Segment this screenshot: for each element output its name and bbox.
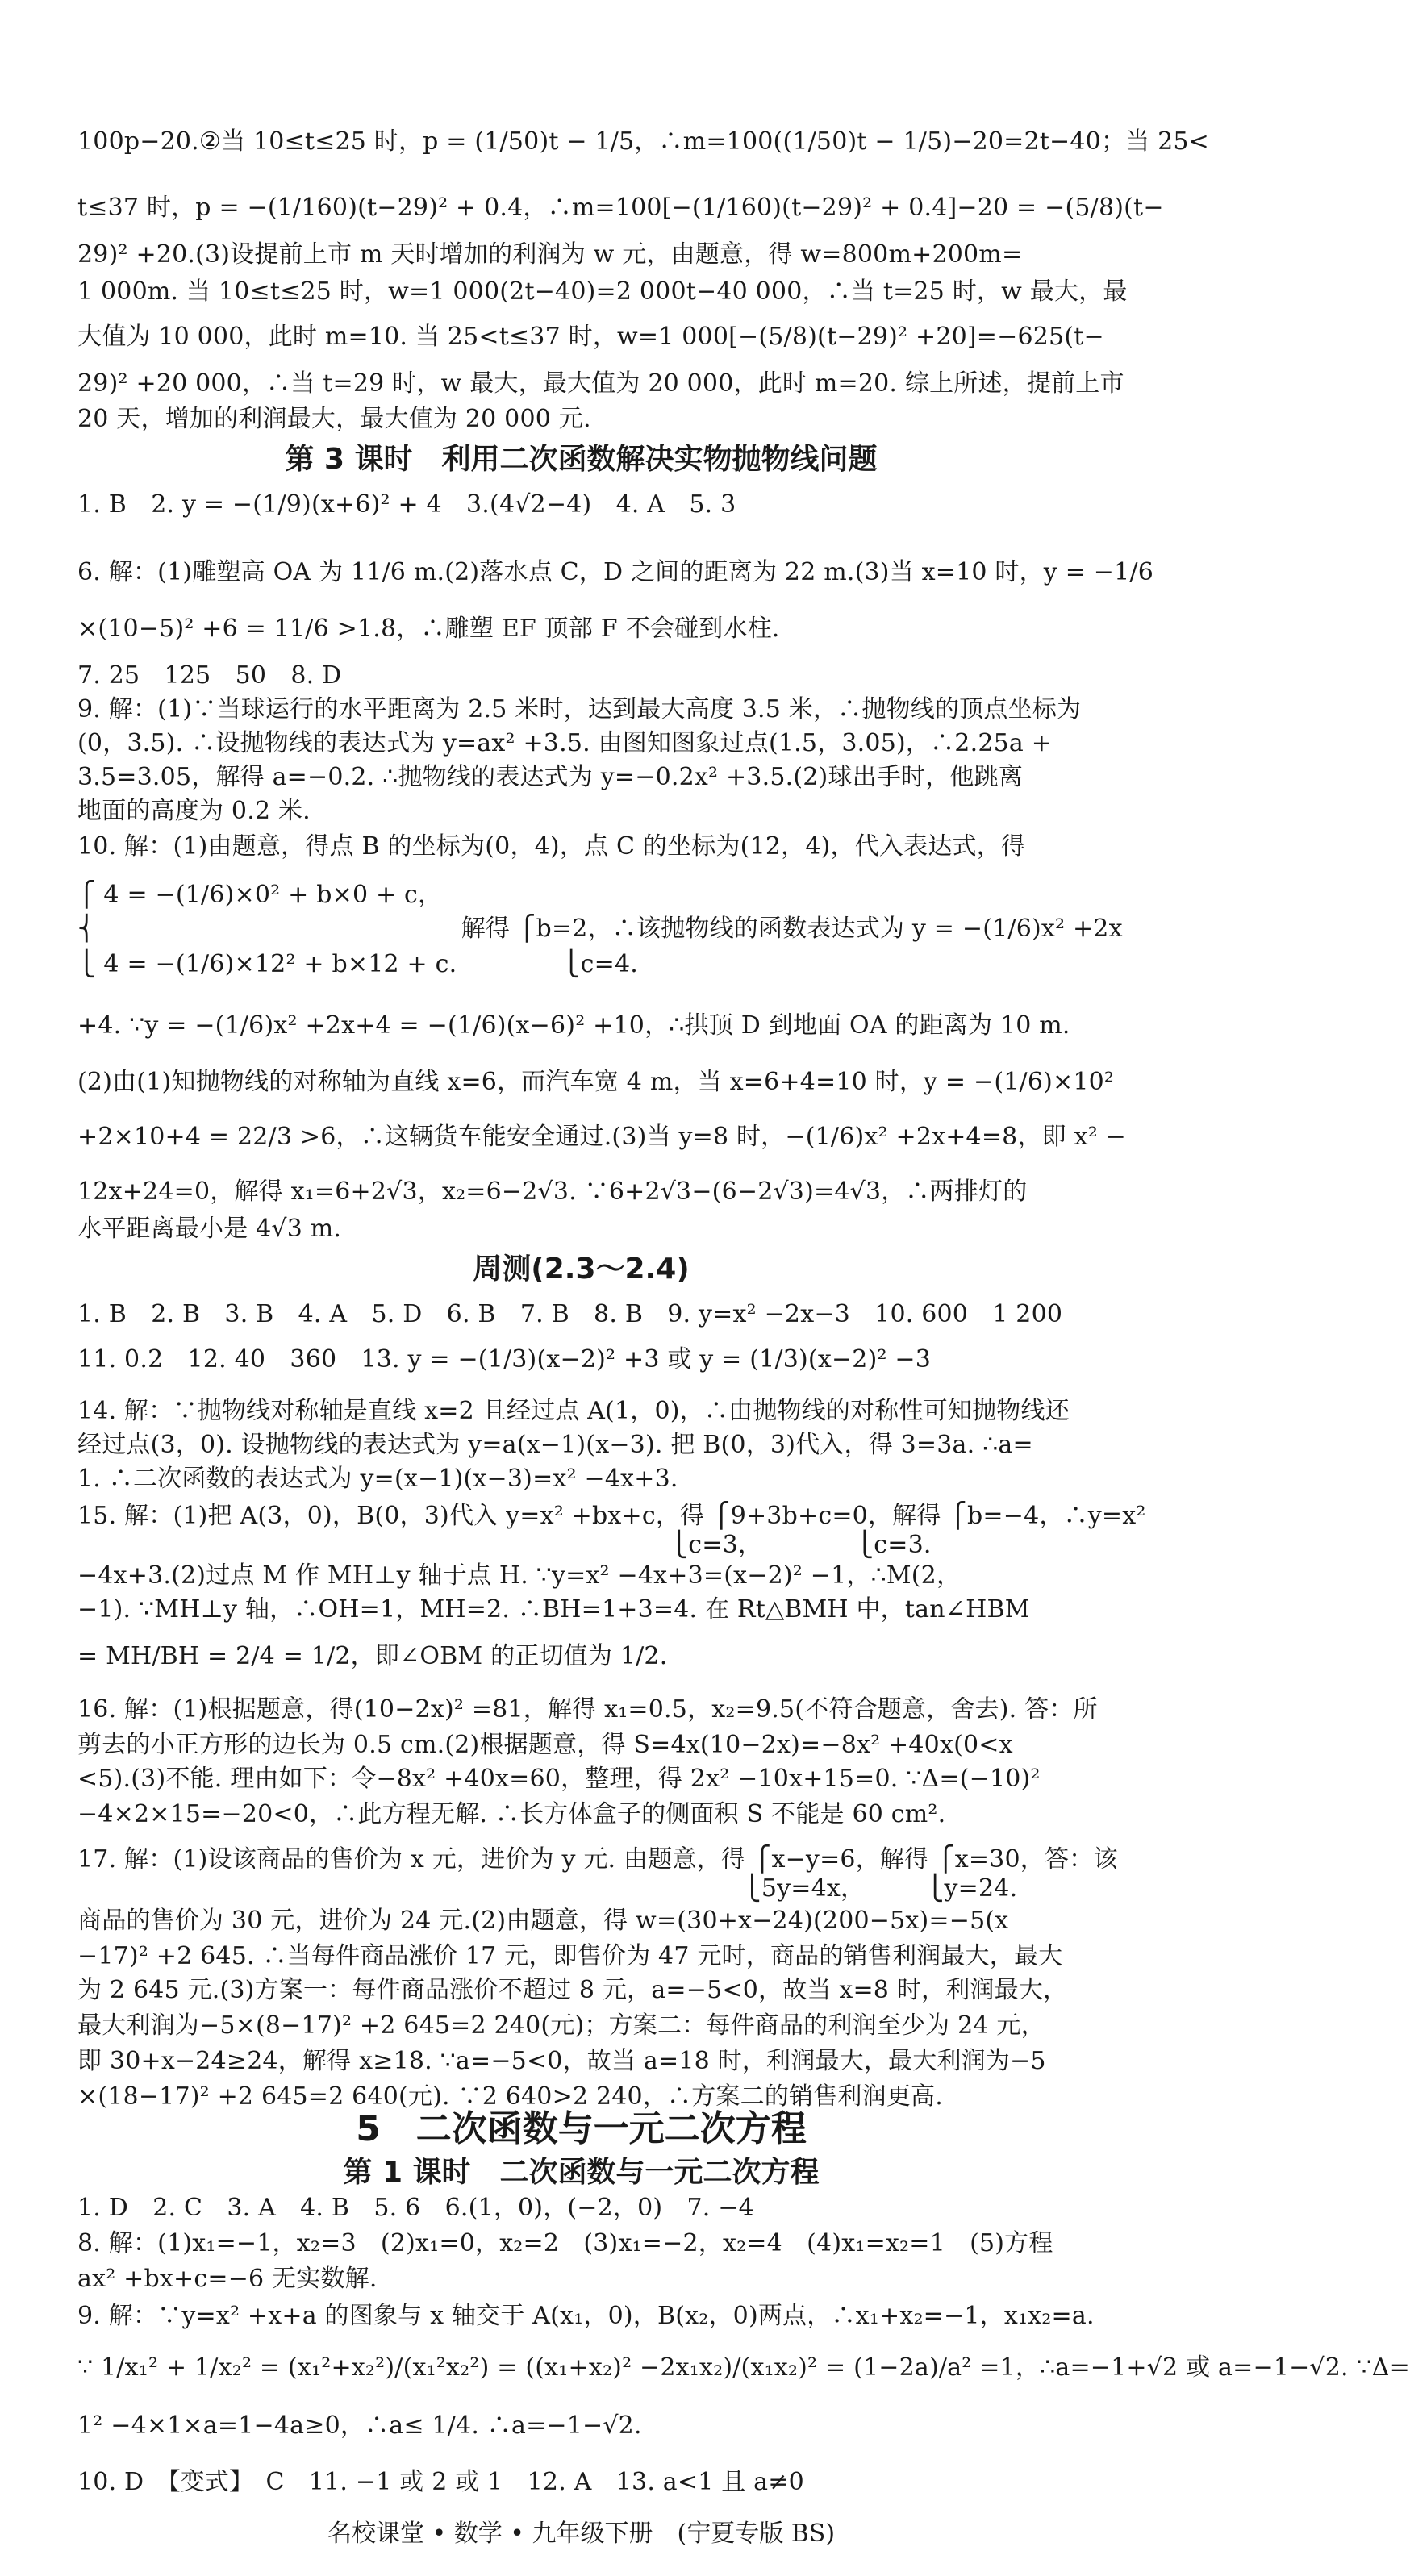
text-line: −17)² +2 645. ∴当每件商品涨价 17 元，即售价为 47 元时，商品的销售利润最大，最大 bbox=[77, 1942, 1063, 1970]
text-line: 10. 解：(1)由题意，得点 B 的坐标为(0，4)，点 C 的坐标为(12，4)，代入表达式，得 bbox=[77, 832, 1026, 861]
text-line: = MH/BH = 2/4 = 1/2，即∠OBM 的正切值为 1/2. bbox=[77, 1642, 668, 1670]
text-line: 1. B 2. y = −(1/9)(x+6)² + 4 3.(4√2−4) 4. A 5. 3 bbox=[77, 490, 736, 519]
text-line: 20 天，增加的利润最大，最大值为 20 000 元. bbox=[77, 405, 591, 433]
text-line: ⎩5y=4x， ⎩y=24. bbox=[77, 1874, 1018, 1903]
text-line: 14. 解：∵抛物线对称轴是直线 x=2 且经过点 A(1，0)，∴由抛物线的对称性可知抛物线还 bbox=[77, 1397, 1070, 1425]
section-title-weekly-test: 周测(2.3～2.4) bbox=[473, 1253, 690, 1286]
text-line: 1. D 2. C 3. A 4. B 5. 6 6.(1，0)，(−2，0) 7. −4 bbox=[77, 2194, 754, 2222]
text-line: 11. 0.2 12. 40 360 13. y = −(1/3)(x−2)² +3 或 y = (1/3)(x−2)² −3 bbox=[77, 1345, 932, 1373]
text-line: 7. 25 125 50 8. D bbox=[77, 661, 342, 690]
text-line: 1. B 2. B 3. B 4. A 5. D 6. B 7. B 8. B 9. y=x² −2x−3 10. 600 1 200 bbox=[77, 1300, 1063, 1328]
text-line: ∵ 1/x₁² + 1/x₂² = (x₁²+x₂²)/(x₁²x₂²) = ((x₁+x₂)² −2x₁x₂)/(x₁x₂)² = (1−2a)/a² =1，∴a=−1+√2 或 a=−1−√2. ∵Δ= bbox=[77, 2353, 1410, 2382]
text-line: 水平距离最小是 4√3 m. bbox=[77, 1215, 342, 1243]
text-line: ⎨ 解得 ⎧b=2，∴该抛物线的函数表达式为 y = −(1/6)x² +2x bbox=[77, 915, 1123, 943]
text-line: −4x+3.(2)过点 M 作 MH⊥y 轴于点 H. ∵y=x² −4x+3=(x−2)² −1，∴M(2， bbox=[77, 1561, 962, 1590]
text-line: ×(18−17)² +2 645=2 640(元). ∵2 640>2 240，∴方案二的销售利润更高. bbox=[77, 2082, 943, 2111]
text-line: 商品的售价为 30 元，进价为 24 元.(2)由题意，得 w=(30+x−24)(200−5x)=−5(x bbox=[77, 1907, 1009, 1935]
text-line: −1). ∵MH⊥y 轴，∴OH=1，MH=2. ∴BH=1+3=4. 在 Rt△BMH 中，tan∠HBM bbox=[77, 1595, 1030, 1624]
text-line: (2)由(1)知抛物线的对称轴为直线 x=6，而汽车宽 4 m，当 x=6+4=10 时，y = −(1/6)×10² bbox=[77, 1068, 1115, 1096]
text-line: 地面的高度为 0.2 米. bbox=[77, 797, 311, 825]
text-line: 16. 解：(1)根据题意，得(10−2x)² =81，解得 x₁=0.5，x₂=9.5(不符合题意，舍去). 答：所 bbox=[77, 1695, 1098, 1724]
text-line: (0，3.5). ∴设抛物线的表达式为 y=ax² +3.5. 由图知图象过点(1.5，3.05)，∴2.25a + bbox=[77, 729, 1053, 757]
text-line: 15. 解：(1)把 A(3，0)，B(0，3)代入 y=x² +bx+c，得 ⎧9+3b+c=0，解得 ⎧b=−4，∴y=x² bbox=[77, 1502, 1146, 1530]
text-line: 9. 解：(1)∵当球运行的水平距离为 2.5 米时，达到最大高度 3.5 米，∴抛物线的顶点坐标为 bbox=[77, 695, 1082, 723]
text-line: t≤37 时，p = −(1/160)(t−29)² + 0.4，∴m=100[−(1/160)(t−29)² + 0.4]−20 = −(5/8)(t− bbox=[77, 194, 1164, 222]
section-title-lesson-3: 第 3 课时 利用二次函数解决实物抛物线问题 bbox=[285, 443, 878, 476]
text-line: 10. D 【变式】 C 11. −1 或 2 或 1 12. A 13. a<1 且 a≠0 bbox=[77, 2468, 804, 2496]
text-line: 大值为 10 000，此时 m=10. 当 25<t≤37 时，w=1 000[−(5/8)(t−29)² +20]=−625(t− bbox=[77, 323, 1104, 351]
text-line: 为 2 645 元.(3)方案一：每件商品涨价不超过 8 元，a=−5<0，故当 x=8 时，利润最大， bbox=[77, 1976, 1068, 2004]
text-line: 即 30+x−24≥24，解得 x≥18. ∵a=−5<0，故当 a=18 时，利润最大，最大利润为−5 bbox=[77, 2047, 1046, 2075]
text-line: ax² +bx+c=−6 无实数解. bbox=[77, 2265, 378, 2293]
text-line: 经过点(3，0). 设抛物线的表达式为 y=a(x−1)(x−3). 把 B(0，3)代入，得 3=3a. ∴a= bbox=[77, 1431, 1033, 1459]
text-line: 6. 解：(1)雕塑高 OA 为 11/6 m.(2)落水点 C，D 之间的距离为 22 m.(3)当 x=10 时，y = −1/6 bbox=[77, 558, 1153, 586]
text-line: +4. ∵y = −(1/6)x² +2x+4 = −(1/6)(x−6)² +10，∴拱顶 D 到地面 OA 的距离为 10 m. bbox=[77, 1011, 1070, 1040]
page-footer: 名校课堂 • 数学 • 九年级下册 (宁夏专版 BS) bbox=[327, 2520, 836, 2548]
text-line: 100p−20.②当 10≤t≤25 时，p = (1/50)t − 1/5，∴m=100((1/50)t − 1/5)−20=2t−40；当 25< bbox=[77, 127, 1210, 156]
text-line: 29)² +20.(3)设提前上市 m 天时增加的利润为 w 元，由题意，得 w=800m+200m= bbox=[77, 240, 1023, 269]
text-line: 8. 解：(1)x₁=−1，x₂=3 (2)x₁=0，x₂=2 (3)x₁=−2，x₂=4 (4)x₁=x₂=1 (5)方程 bbox=[77, 2229, 1053, 2257]
text-line: 3.5=3.05，解得 a=−0.2. ∴抛物线的表达式为 y=−0.2x² +3.5.(2)球出手时，他跳离 bbox=[77, 763, 1024, 791]
text-line: 29)² +20 000，∴当 t=29 时，w 最大，最大值为 20 000，此时 m=20. 综上所述，提前上市 bbox=[77, 369, 1124, 398]
section-title-lesson-1: 第 1 课时 二次函数与一元二次方程 bbox=[343, 2156, 820, 2189]
text-line: 12x+24=0，解得 x₁=6+2√3，x₂=6−2√3. ∵6+2√3−(6−2√3)=4√3，∴两排灯的 bbox=[77, 1178, 1028, 1206]
text-line: 剪去的小正方形的边长为 0.5 cm.(2)根据题意，得 S=4x(10−2x)=−8x² +40x(0<x bbox=[77, 1731, 1013, 1759]
text-line: ⎩ 4 = −(1/6)×12² + b×12 + c. ⎩c=4. bbox=[77, 950, 638, 978]
text-line: 9. 解：∵y=x² +x+a 的图象与 x 轴交于 A(x₁，0)，B(x₂，0)两点，∴x₁+x₂=−1，x₁x₂=a. bbox=[77, 2302, 1095, 2330]
text-line: 1² −4×1×a=1−4a≥0，∴a≤ 1/4. ∴a=−1−√2. bbox=[77, 2411, 642, 2440]
text-line: ⎩c=3， ⎩c=3. bbox=[77, 1531, 932, 1559]
text-line: ×(10−5)² +6 = 11/6 >1.8，∴雕塑 EF 顶部 F 不会碰到水柱. bbox=[77, 615, 780, 643]
chapter-title: 5 二次函数与一元二次方程 bbox=[356, 2108, 807, 2149]
text-line: 最大利润为−5×(8−17)² +2 645=2 240(元)；方案二：每件商品的利润至少为 24 元， bbox=[77, 2011, 1045, 2040]
text-line: −4×2×15=−20<0，∴此方程无解. ∴长方体盒子的侧面积 S 不能是 60 cm². bbox=[77, 1800, 946, 1828]
text-line: <5).(3)不能. 理由如下：令−8x² +40x=60，整理，得 2x² −10x+15=0. ∵Δ=(−10)² bbox=[77, 1765, 1041, 1793]
text-line: +2×10+4 = 22/3 >6，∴这辆货车能安全通过.(3)当 y=8 时，−(1/6)x² +2x+4=8，即 x² − bbox=[77, 1123, 1127, 1151]
text-line: 1 000m. 当 10≤t≤25 时，w=1 000(2t−40)=2 000t−40 000，∴当 t=25 时，w 最大，最 bbox=[77, 277, 1128, 306]
text-line: ⎧ 4 = −(1/6)×0² + b×0 + c， bbox=[77, 881, 443, 909]
text-line: 1. ∴二次函数的表达式为 y=(x−1)(x−3)=x² −4x+3. bbox=[77, 1465, 678, 1493]
text-line: 17. 解：(1)设该商品的售价为 x 元，进价为 y 元. 由题意，得 ⎧x−y=6，解得 ⎧x=30，答：该 bbox=[77, 1845, 1118, 1874]
